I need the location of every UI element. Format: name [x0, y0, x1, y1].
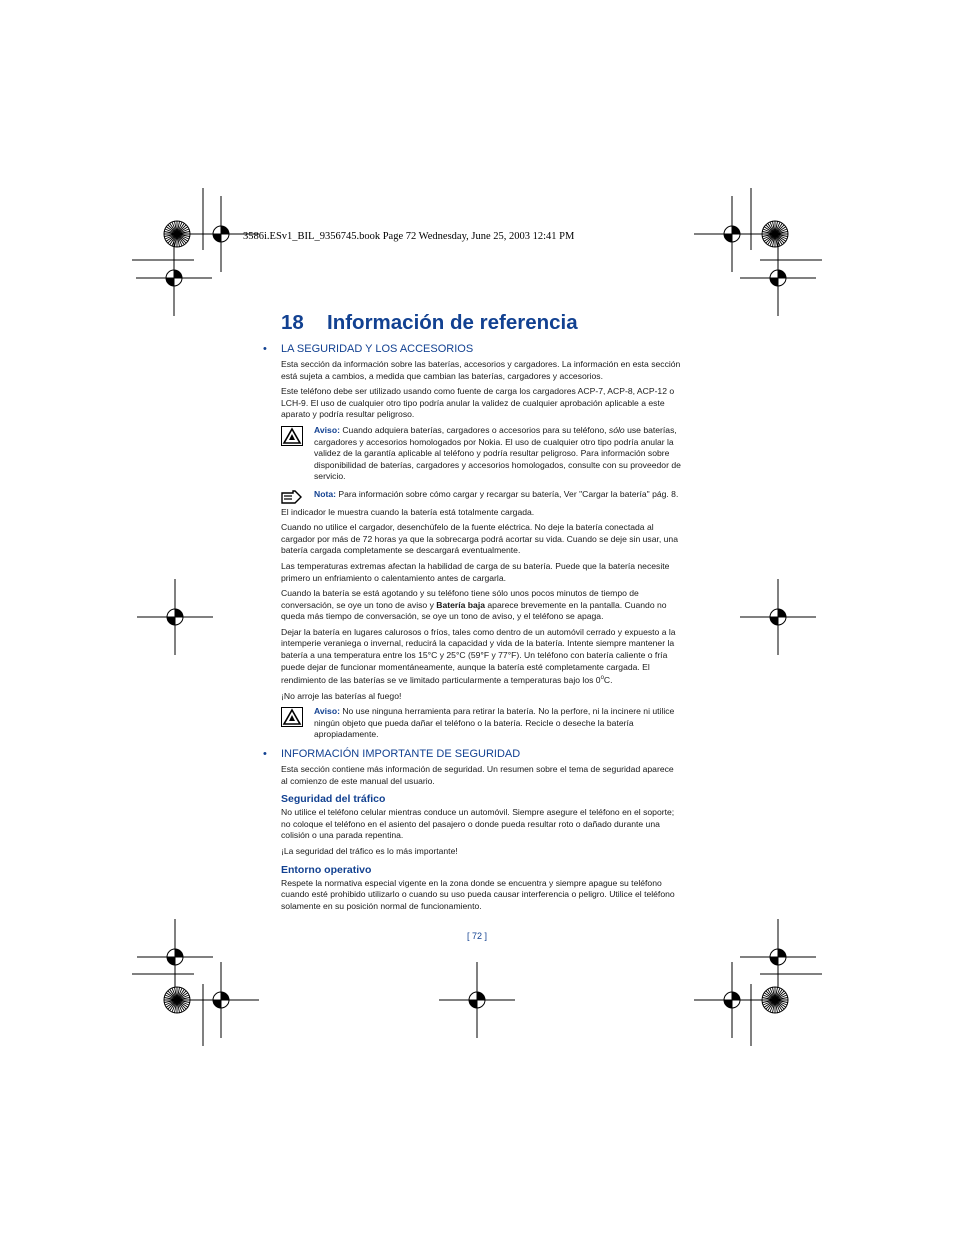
- warning-text: Cuando adquiera baterías, cargadores o accesorios para su teléfono,: [339, 424, 609, 435]
- paragraph: Este teléfono debe ser utilizado usando como fuente de carga los cargadores ACP-7, ACP-8, ACP-12 o LCH-9. El uso de cualquier otro tipo podría anular la validez de cualquier aprobación aplicable a este aparato y podría resultar peligroso.: [281, 386, 675, 420]
- paragraph: ¡La seguridad del tráfico es lo más importante!: [281, 846, 458, 857]
- warning-callout: [281, 706, 681, 741]
- section-heading-text: INFORMACIÓN IMPORTANTE DE SEGURIDAD: [281, 748, 521, 761]
- note-callout: [281, 489, 681, 501]
- paragraph: Las temperaturas extremas afectan la habilidad de carga de su batería. Puede que la batería necesite primero un enfriamiento o calentamiento antes de cargarla.: [281, 560, 670, 583]
- paragraph: Esta sección da información sobre las baterías, accesorios y cargadores. La información en esta sección está sujeta a cambios, a medida que cambian las baterías, cargadores y accesorios.: [281, 359, 681, 381]
- warning-label: Aviso:: [314, 424, 340, 435]
- page-content: [263, 310, 681, 916]
- paragraph: Cuando no utilice el cargador, desenchúfelo de la fuente eléctrica. No deje la batería conectada al cargador por más de 72 horas ya que la sobrecarga podrá acortar su vida. Cuando se deje sin usar, una batería cargada completamente se descargará eventualmente.: [281, 522, 678, 556]
- chapter-number: 18: [281, 311, 304, 334]
- paragraph-temperature: [281, 627, 681, 687]
- warning-triangle-icon: [281, 707, 303, 732]
- bullet: •: [263, 343, 267, 355]
- low-battery-term: Batería baja: [436, 599, 485, 610]
- paragraph: Esta sección contiene más información de seguridad. Un resumen sobre el tema de seguridad aparece al comienzo de este manual del usuario.: [281, 764, 674, 786]
- chapter-title: [281, 310, 681, 336]
- text: aparece brevemente en la pantalla. Cuando no queda más tiempo de conversación, se oye un tono de aviso, y el teléfono se apaga.: [281, 599, 667, 622]
- warning-label: Aviso:: [314, 706, 340, 717]
- note-label: Nota:: [314, 488, 336, 499]
- paragraph: No utilice el teléfono celular mientras conduce un automóvil. Siempre asegure el teléfono en el soporte; no coloque el teléfono en el asiento del pasajero o donde pueda resultar roto o dañado durante una colisión o una parada repentina.: [281, 807, 675, 841]
- text: Dejar la batería en lugares calurosos o fríos, tales como dentro de un automóvil cerrado y expuesto a la intemperie veraniega o invernal, reducirá la capacidad y vida de la batería. Intente siempre mantener la batería a una temperatura entre los 15°C y 25°C (59°F y 77°F). Un teléfono con batería caliente o fría puede dejar de funcionar momentáneamente, aunque la batería esté completamente cargada. El rendimiento de las baterías se ve limitado particularmente a temperaturas bajo los 0: [281, 626, 676, 686]
- warning-callout: [281, 425, 681, 483]
- note-hand-icon: [281, 490, 303, 509]
- paragraph-low-battery: [281, 588, 681, 623]
- section-heading-text: LA SEGURIDAD Y LOS ACCESORIOS: [281, 343, 474, 355]
- warning-text: use baterías, cargadores y accesorios homologados por Nokia. El uso de cualquier otro tipo podría anular la validez de la garantía aplicable al teléfono y podría resultar peligroso. Para información sobre disponibilidad de baterías, cargadores y accesorios homologados, consulte con su proveedor de servicio.: [314, 424, 681, 482]
- subheading-traffic-safety: Seguridad del tráfico: [281, 793, 386, 806]
- warning-triangle-icon: [281, 426, 303, 451]
- emphasis: sólo: [608, 424, 625, 435]
- warning-text: No use ninguna herramienta para retirar la batería. No la perfore, ni la incinere ni utilice ningún objeto que pueda dañar el teléfono o la batería. Recicle o deseche la batería apropiadamente.: [314, 706, 675, 740]
- section-heading-safety-accessories: [263, 342, 681, 356]
- text: Cuando la batería se está agotando y su teléfono tiene sólo unos pocos minutos de tiempo de conversación, se oye un tono de aviso y: [281, 588, 639, 610]
- text: C.: [603, 675, 613, 686]
- paragraph: ¡No arroje las baterías al fuego!: [281, 690, 402, 701]
- note-text: Para información sobre cómo cargar y recargar su batería, Ver "Cargar la batería" pág. 8.: [335, 488, 679, 499]
- book-slug-header: 3586i.ESv1_BIL_9356745.book Page 72 Wednesday, June 25, 2003 12:41 PM: [243, 231, 575, 242]
- paragraph: Respete la normativa especial vigente en la zona donde se encuentra y siempre apague su teléfono cuando esté prohibido utilizarlo o cuando su uso pueda causar interferencia o peligro. Utilice el teléfono solamente en su posición normal de funcionamiento.: [281, 877, 675, 911]
- paragraph: El indicador le muestra cuando la batería está totalmente cargada.: [281, 506, 535, 517]
- subheading-operating-environment: Entorno operativo: [281, 863, 372, 876]
- section-heading-important-safety: [263, 747, 681, 761]
- chapter-title-text: Información de referencia: [327, 311, 578, 334]
- bullet: •: [263, 748, 267, 761]
- degree-superscript: o: [600, 675, 604, 682]
- page-number: [ 72 ]: [466, 931, 487, 941]
